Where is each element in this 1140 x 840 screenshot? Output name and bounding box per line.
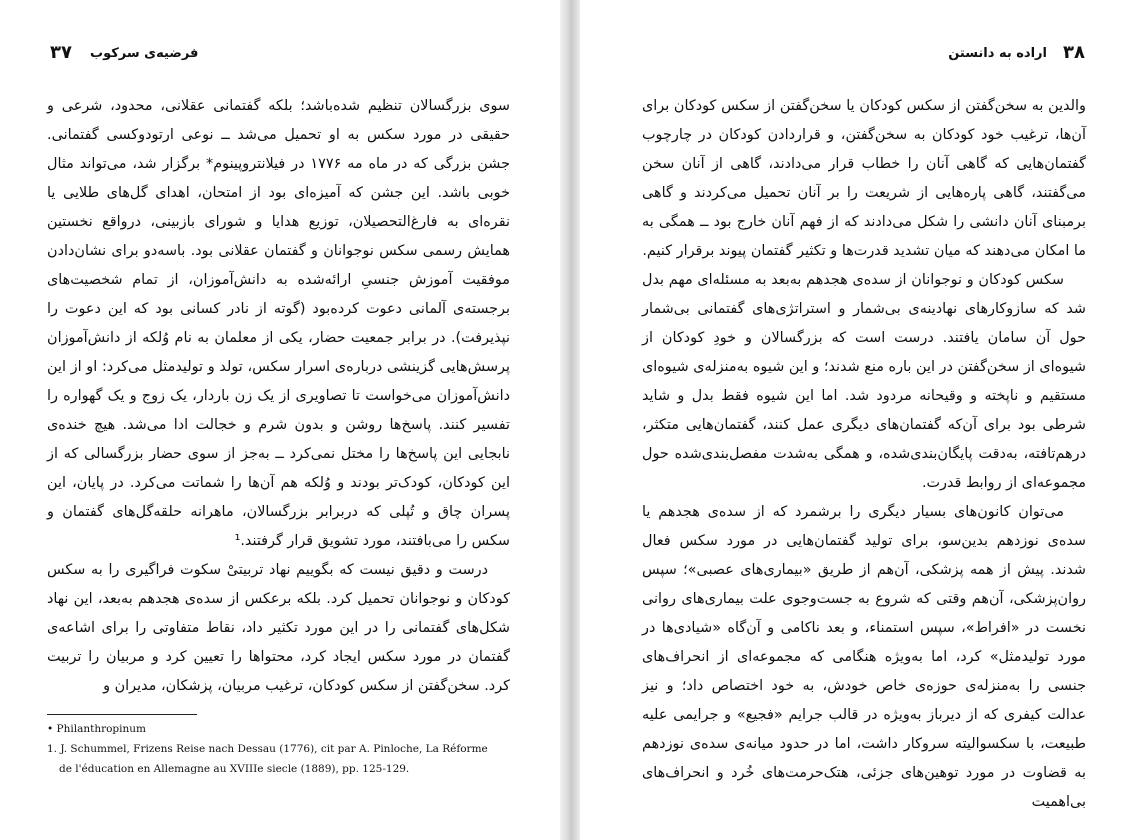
footnote-1-line-1: 1. J. Schummel, Frizens Reise nach Dessau (1776), cit par A. Pinloche, La Réforme [47,743,488,755]
footnote-star: • Philanthropinum [47,723,146,735]
left-page-body [47,92,510,701]
left-page-number: ۳۷ [50,42,72,63]
right-page-number: ۳۸ [1063,42,1085,63]
book-gutter [560,0,580,840]
right-paragraph-3: می‌توان کانون‌های بسیار دیگری را برشمرد که از سده‌ی هجدهم یا سده‌ی نوزدهم بدین‌سو، برای تولید گفتمان‌هایی در مورد سکس فعال شدند. پیش از همه پزشکی، آن‌هم از طریق «بیماری‌های عصبی»؛ سپس روان‌پزشکی، آن‌هم وقتی که شروع به جست‌وجوی علت بیماری‌های روانی نخست در «افراط»، سپس استمناء، و بعد ناکامی و آن‌گاه «شیادی‌ها در مورد تولیدمثل» کرد، اما به‌ویژه هنگامی که مجموعه‌ای از انحراف‌های جنسی را به‌منزله‌ی حوزه‌ی خاص خودش، به خود اختصاص داد؛ و نیز عدالت کیفری که از دیرباز به‌ویژه در قالب جرایم «فجیع» و جرایمی علیه طبیعت، با سکسوالیته سروکار داشت، اما در حدود میانه‌ی سده‌ی نوزدهم به قضاوت در مورد توهین‌های جزئی، هتک‌حرمت‌های خُرد و انحراف‌های بی‌اهمیت [642,504,1086,810]
footnote-rule [47,714,197,715]
right-page-body [642,92,1086,817]
right-running-title: اراده به دانستن [948,46,1047,61]
left-running-title: فرضیه‌ی سرکوب [90,46,199,61]
left-page-header [50,42,510,72]
footnote-1-line-2: de l'éducation en Allemagne au XVIIIe siecle (1889), pp. 125-129. [59,763,410,775]
right-page-header [615,42,1085,72]
right-paragraph-1: والدین به سخن‌گفتن از سکس کودکان یا سخن‌گفتن از سکس کودکان برای آن‌ها، ترغیب خود کودکان به سخن‌گفتن، و قراردادن کودکان در چارچوب گفتمان‌هایی که گاهی آنان را خطاب قرار می‌دادند، گاهی از آنان سخن می‌گفتند، گاهی پاره‌هایی از شریعت را بر آنان تحمیل می‌کردند و گاهی برمبنای آنان دانشی را شکل می‌دادند که از فهم آنان خارج بود ــ همگی به ما امکان می‌دهند که میان تشدید قدرت‌ها و تکثیر گفتمان پیوند برقرار کنیم. [642,98,1086,259]
left-page [0,0,560,840]
left-paragraph-2: درست و دقیق نیست که بگوییم نهاد تربیتیْ سکوت فراگیری را به سکس کودکان و نوجوانان تحمیل کرد. بلکه برعکس از سده‌ی هجدهم به‌بعد، این نهاد شکل‌های گفتمانی را در این مورد تکثیر داد، نقاط متفاوتی را برای اشاعه‌ی گفتمان در مورد سکس ایجاد کرد، محتواها را تعیین کرد و مربیان را تربیت کرد. سخن‌گفتن از سکس کودکان، ترغیب مربیان، پزشکان، مدیران و [47,562,510,694]
right-paragraph-2: سکس کودکان و نوجوانان از سده‌ی هجدهم به‌بعد به مسئله‌ای مهم بدل شد که سازوکارهای نهادینه‌ی بی‌شمار و استراتژی‌های گفتمانی بی‌شمار حول آن سامان یافتند. درست است که بزرگسالان و خودِ کودکان از شیوه‌ای از سخن‌گفتن در این باره منع شدند؛ و این شیوه به‌منزله‌ی شیوه‌ای مستقیم و ناپخته و وقیحانه مردود شد. اما این شیوه فقط بدل و شاید شرطی بود برای آن‌که گفتمان‌های دیگری عمل کنند، گفتمان‌هایی متکثر، درهم‌تافته، به‌دقت پایگان‌بندی‌شده، و همگی به‌شدت مفصل‌بندی‌شده حول مجموعه‌ای از روابط قدرت. [642,272,1086,491]
right-page [580,0,1140,840]
footnotes [47,714,510,779]
left-paragraph-1: سوی بزرگسالان تنظیم شده‌باشد؛ بلکه گفتمانی عقلانی، محدود، شرعی و حقیقی در مورد سکس به او تحمیل می‌شد ــ نوعی ارتودوکسی گفتمانی. جشن بزرگی که در ماه مه ۱۷۷۶ در فیلانتروپینوم* برگزار شد، می‌تواند مثال خوبی باشد. این جشن که آمیزه‌ای بود از امتحان، اهدای گل‌های طلایی یا نقره‌ای به فارغ‌التحصیلان، توزیع هدایا و شورای بازبینی، درواقع نخستین همایش رسمی سکس نوجوانان و گفتمان عقلانی بود. باسه‌دو برای نشان‌دادن موفقیت آموزش جنسیِ ارائه‌شده به دانش‌آموزان، از تمام شخصیت‌های برجسته‌ی آلمانی دعوت کرده‌بود (گوته از نادر کسانی بود که این دعوت را نپذیرفت). در برابر جمعیت حضار، یکی از معلمان به نام وُلکه از دانش‌آموزان پرسش‌هایی گزینشی درباره‌ی اسرار سکس، تولد و تولیدمثل می‌کرد: او از این دانش‌آموزان می‌خواست تا تصاویری از یک زن باردار، یک زوج و یک گهواره را تفسیر کنند. پاسخ‌ها روشن و بدون شرم و خجالت ادا می‌شد. هیچ خنده‌ی نابجایی این پاسخ‌ها را مختل نمی‌کرد ــ به‌جز از سوی حضار بزرگسالی که از این کودکان، کودک‌تر بودند و وُلکه هم آن‌ها را شماتت می‌کرد. در پایان، این پسران چاق و تُپلی که دربرابر بزرگسالان، ماهرانه حلقه‌گل‌های گفتمان و سکس را می‌بافتند، مورد تشویق قرار گرفتند.¹ [47,98,510,549]
